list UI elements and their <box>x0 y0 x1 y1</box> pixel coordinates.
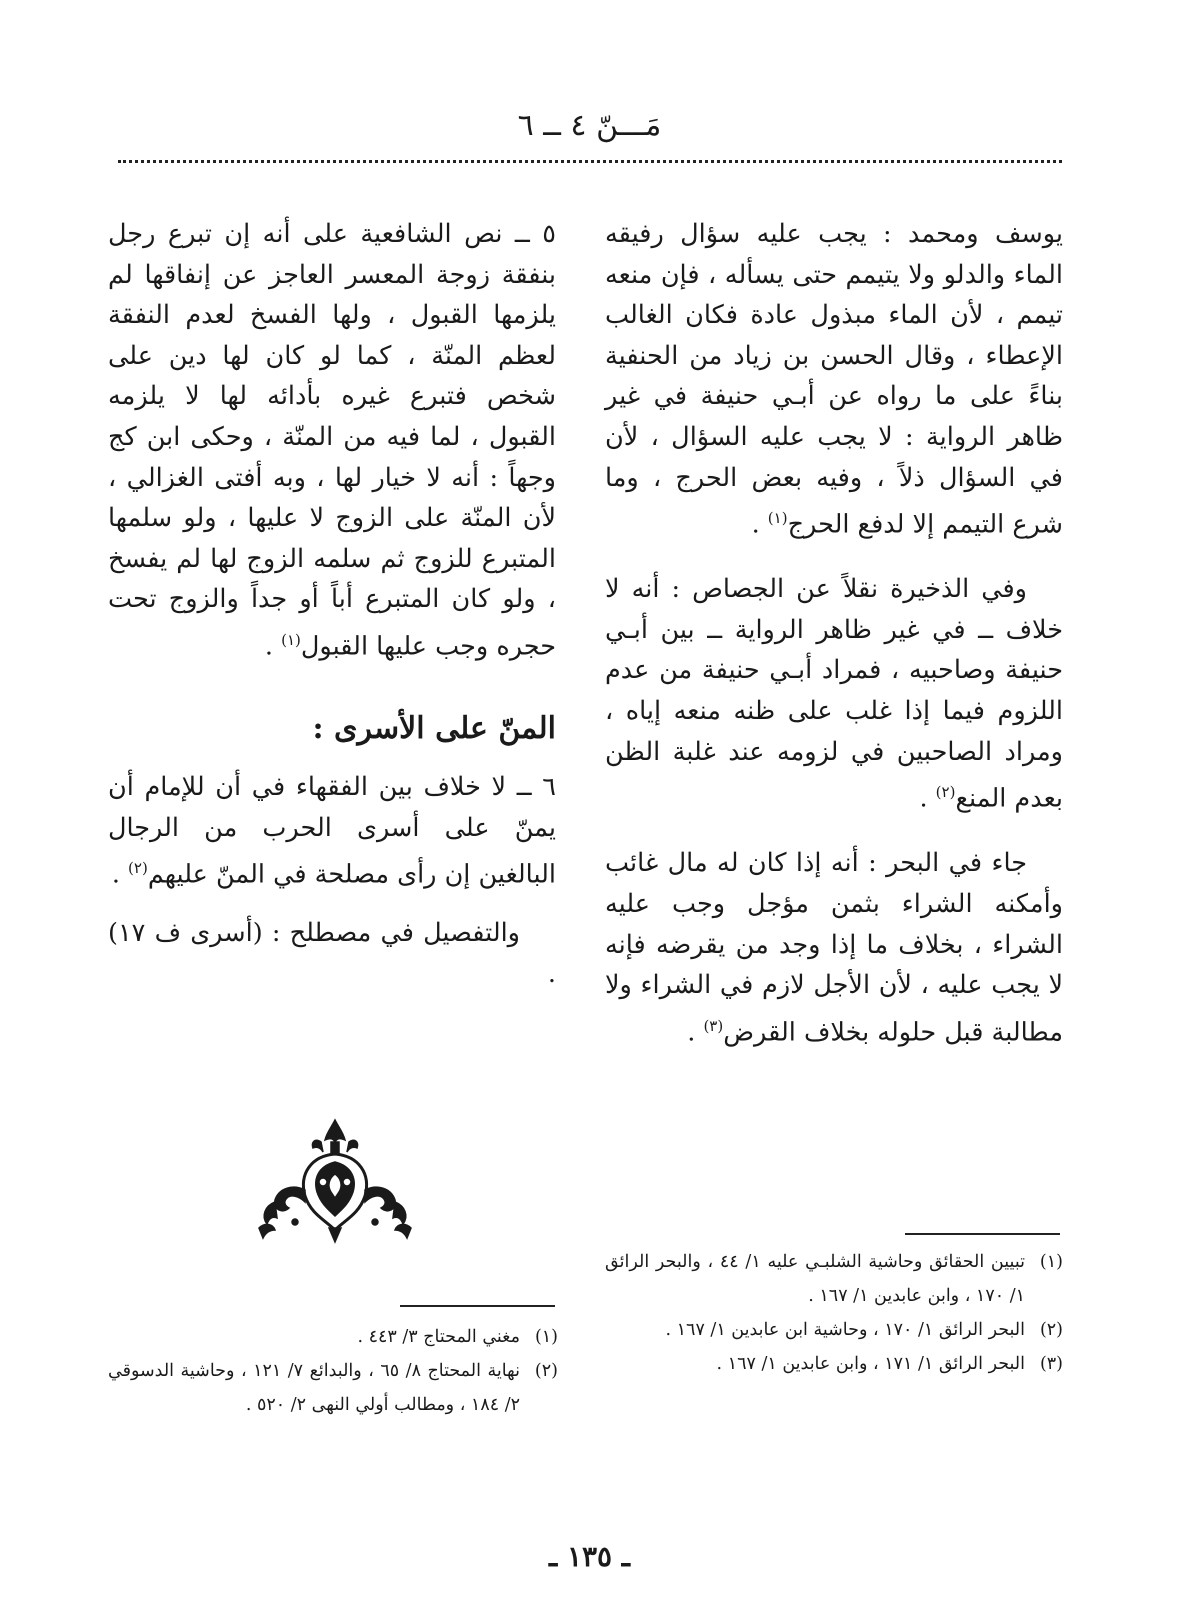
section-heading-captives: المنّ على الأسرى : <box>312 711 556 747</box>
footnote-number: (٢) <box>534 1361 558 1381</box>
cross-reference-note: والتفصيل في مصطلح : (أسرى ف ١٧) . <box>108 918 556 989</box>
footnote-number: (١) <box>534 1327 558 1347</box>
footnote-ref: (٢) <box>128 859 148 878</box>
paragraph-bahr: جاء في البحر : أنه إذا كان له مال غائب وأمكنه الشراء بثمن مؤجل وجب عليه الشراء ، بخلاف ما إذا وجد من يقرضه فإنه لا يجب عليه ، لأن الأجل لازم في الشراء ولا مطالبة قبل حلوله بخلاف القرض$^{(٣)}$ . <box>605 848 1063 1048</box>
left-column <box>108 214 556 995</box>
footnote-text: البحر الرائق ١/ ١٧١ ، وابن عابدين ١/ ١٦٧ . <box>716 1354 1025 1374</box>
footnote-ref: (٣) <box>703 1016 724 1035</box>
paragraph-section-5: ٥ ــ نص الشافعية على أنه إن تبرع رجل بنفقة زوجة المعسر العاجز عن إنفاقها لم يلزمها القبول ، ولها الفسخ لعدم النفقة لعظم المنّة ، كما لو كان لها دين على شخص فتبرع غيره بأدائه لها لا يلزمه القبول ، لما فيه من المنّة ، وحكى ابن كج وجهاً : أنه لا خيار لها ، وبه أفتى الغزالي ، لأن المنّة على الزوج لا عليها ، ولو سلمها المتبرع للزوج ثم سلمه الزوج لها لم يفسخ ، ولو كان المتبرع أباً أو جداً والزوج تحت حجره وجب عليها القبول$^{(١)}$ . <box>108 219 556 662</box>
footnote-ref: (٢) <box>935 783 956 802</box>
footnote-number: (١) <box>1039 1252 1063 1272</box>
right-column <box>605 214 1063 1053</box>
footnote-ref: (١) <box>281 630 301 649</box>
footnote-text: تبيين الحقائق وحاشية الشلبـي عليه ١/ ٤٤ ، والبحر الرائق ١/ ١٧٠ ، وابن عابدين ١/ ١٦٧ . <box>605 1252 1025 1306</box>
footnote-item <box>605 1245 1063 1313</box>
footnotes-right <box>605 1245 1063 1381</box>
arabesque-ornament-icon <box>255 1118 415 1244</box>
footnote-divider-left <box>400 1305 555 1307</box>
footnote-item <box>108 1354 558 1422</box>
footnote-item <box>605 1347 1063 1381</box>
paragraph-tayammum-question: يوسف ومحمد : يجب عليه سؤال رفيقه الماء والدلو ولا يتيمم حتى يسأله ، فإن منعه تيمم ، لأن الماء مبذول عادة فكان الغالب الإعطاء ، وقال الحسن بن زياد من الحنفية بناءً على ما رواه عن أبـي حنيفة في غير ظاهر الرواية : لا يجب عليه السؤال ، لأن في السؤال ذلاً ، وفيه بعض الحرج ، وما شرع التيمم إلا لدفع الحرج$^{(١)}$ . <box>605 219 1063 540</box>
footnote-text: نهاية المحتاج ٨/ ٦٥ ، والبدائع ٧/ ١٢١ ، وحاشية الدسوقي ٢/ ١٨٤ ، ومطالب أولي النهى ٢/ ٥٢٠ . <box>108 1361 520 1415</box>
footnote-item <box>108 1320 558 1354</box>
footnote-number: (٣) <box>1039 1354 1063 1374</box>
paragraph-text: يوسف ومحمد : يجب عليه سؤال رفيقه الماء والدلو ولا يتيمم حتى يسأله ، فإن منعه تيمم ، لأن الماء مبذول عادة فكان الغالب الإعطاء ، وقال الحسن بن زياد من الحنفية بناءً على ما رواه عن أبـي حنيفة في غير ظاهر الرواية : لا يجب عليه السؤال ، لأن في السؤال ذلاً ، وفيه بعض الحرج ، وما شرع التيمم إلا لدفع الحرج <box>605 219 1063 540</box>
paragraph-section-6: ٦ ــ لا خلاف بين الفقهاء في أن للإمام أن يمنّ على أسرى الحرب من الرجال البالغين إن رأى مصلحة في المنّ عليهم$^{(٢)}$ . <box>108 772 556 890</box>
paragraph-text: ٦ ــ لا خلاف بين الفقهاء في أن للإمام أن يمنّ على أسرى الحرب من الرجال البالغين إن رأى مصلحة في المنّ عليهم <box>108 772 556 890</box>
paragraph-dhakhira: وفي الذخيرة نقلاً عن الجصاص : أنه لا خلاف ــ في غير ظاهر الرواية ــ بين أبـي حنيفة وصاحبيه ، فمراد أبـي حنيفة من عدم اللزوم فيما إذا غلب على ظنه منعه إياه ، ومراد الصاحبين في لزومه عند غلبة الظن بعدم المنع$^{(٢)}$ . <box>605 574 1063 814</box>
footnote-divider-right <box>905 1233 1060 1235</box>
paragraph-text: ٥ ــ نص الشافعية على أنه إن تبرع رجل بنفقة زوجة المعسر العاجز عن إنفاقها لم يلزمها القبول ، ولها الفسخ لعدم النفقة لعظم المنّة ، كما لو كان لها دين على شخص فتبرع غيره بأدائه لها لا يلزمه القبول ، لما فيه من المنّة ، وحكى ابن كج وجهاً : أنه لا خيار لها ، وبه أفتى الغزالي ، لأن المنّة على الزوج لا عليها ، ولو سلمها المتبرع للزوج ثم سلمه الزوج لها لم يفسخ ، ولو كان المتبرع أباً أو جداً والزوج تحت حجره وجب عليها القبول <box>108 219 556 662</box>
footnote-ref: (١) <box>767 509 788 528</box>
header-dotted-divider <box>118 160 1062 163</box>
footnote-number: (٢) <box>1039 1320 1063 1340</box>
paragraph-text: وفي الذخيرة نقلاً عن الجصاص : أنه لا خلاف ــ في غير ظاهر الرواية ــ بين أبـي حنيفة وصاحبيه ، فمراد أبـي حنيفة من عدم اللزوم فيما إذا غلب على ظنه منعه إياه ، ومراد الصاحبين في لزومه عند غلبة الظن بعدم المنع <box>605 574 1063 814</box>
paragraph-text: جاء في البحر : أنه إذا كان له مال غائب وأمكنه الشراء بثمن مؤجل وجب عليه الشراء ، بخلاف ما إذا وجد من يقرضه فإنه لا يجب عليه ، لأن الأجل لازم في الشراء ولا مطالبة قبل حلوله بخلاف القرض <box>605 848 1063 1048</box>
footnote-text: مغني المحتاج ٣/ ٤٤٣ . <box>357 1327 520 1347</box>
page-number: ـ ١٣٥ ـ <box>548 1540 631 1573</box>
page-header-title: مَـــنّ ٤ ــ ٦ <box>517 108 662 143</box>
footnote-item <box>605 1313 1063 1347</box>
footnotes-left <box>108 1320 558 1422</box>
footnote-text: البحر الرائق ١/ ١٧٠ ، وحاشية ابن عابدين ١/ ١٦٧ . <box>665 1320 1025 1340</box>
